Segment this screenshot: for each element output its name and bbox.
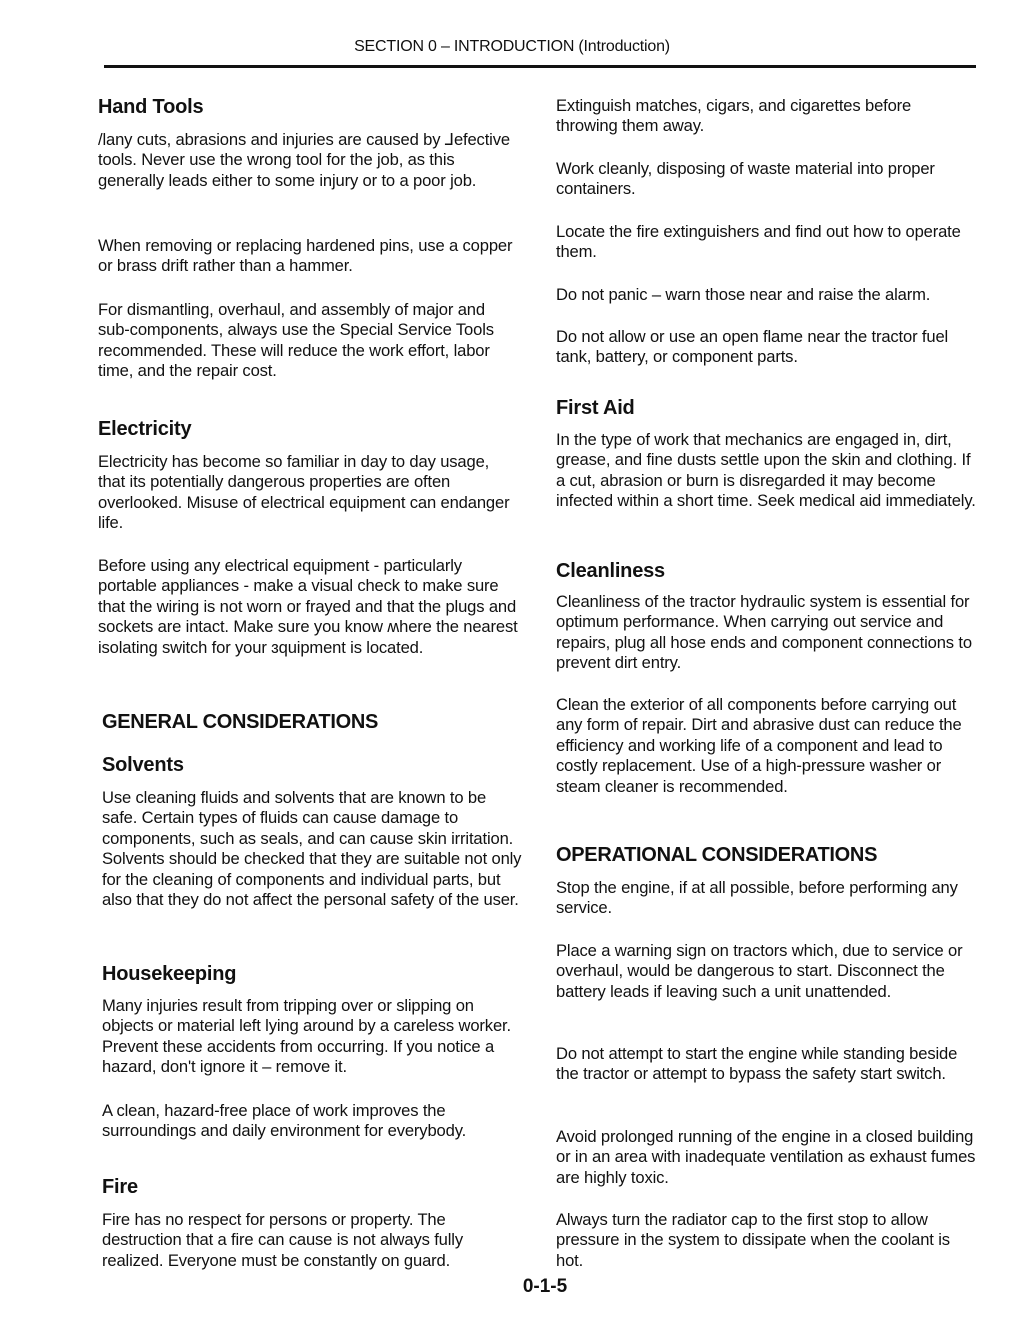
housekeeping-paragraph-1: Many injuries result from tripping over or slipping on objects or material left lying around by a careless worker. Prevent these accidents from occurring. If you notice a hazard, don't ignore it – remove it. (102, 996, 511, 1077)
housekeeping-paragraph-2: A clean, hazard-free place of work improves the surroundings and daily environment for everybody. (102, 1101, 467, 1141)
section-header: SECTION 0 – INTRODUCTION (Introduction) (354, 38, 670, 55)
first-aid-paragraph-1: In the type of work that mechanics are engaged in, dirt, grease, and fine dusts settle upon the skin and clothing. If a cut, abrasion or burn is disregarded it may become infected within a short time. Seek medical aid immediately. (556, 430, 976, 511)
operational-paragraph-4: Avoid prolonged running of the engine in a closed building or in an area with inadequate ventilation as exhaust fumes are highly toxic. (556, 1127, 976, 1187)
operational-considerations-heading: OPERATIONAL CONSIDERATIONS (556, 844, 878, 866)
cleanliness-paragraph-2: Clean the exterior of all components before carrying out any form of repair. Dirt and abrasive dust can reduce the efficiency and working life of a component and lead to costly replacement. Use of a high-pressure washer or steam cleaner is recommended. (556, 695, 962, 796)
hand-tools-paragraph-2: When removing or replacing hardened pins, use a copper or brass drift rather than a hammer. (98, 236, 513, 276)
fire-paragraph-1: Fire has no respect for persons or property. The destruction that a fire can cause is not always fully realized. Everyone must be constantly on guard. (102, 1210, 463, 1270)
hand-tools-paragraph-1: /lany cuts, abrasions and injuries are caused by ⅃efective tools. Never use the wrong tool for the job, as this generally leads either to some injury or to a poor job. (98, 130, 510, 190)
fire-paragraph-4: Locate the fire extinguishers and find out how to operate them. (556, 222, 961, 262)
cleanliness-paragraph-1: Cleanliness of the tractor hydraulic system is essential for optimum performance. When carrying out service and repairs, plug all hose ends and component connections to prevent dirt entry. (556, 592, 972, 673)
fire-paragraph-3: Work cleanly, disposing of waste material into proper containers. (556, 159, 935, 199)
first-aid-heading: First Aid (556, 397, 635, 419)
electricity-paragraph-2: Before using any electrical equipment - particularly portable appliances - make a visual check to make sure that the wiring is not worn or frayed and that the plugs and sockets are intact. Make sure you know ʍhere the nearest isolating switch for your ɜquipment is located. (98, 556, 518, 657)
fire-paragraph-5: Do not panic – warn those near and raise the alarm. (556, 285, 931, 304)
page-number: 0-1-5 (522, 1276, 568, 1297)
solvents-paragraph-1: Use cleaning fluids and solvents that are known to be safe. Certain types of fluids can cause damage to components, such as seals, and can cause skin irritation. Solvents should be checked that they are suitable not only for the cleaning of components and individual parts, but also that they do not affect the personal safety of the user. (102, 788, 522, 910)
fire-paragraph-2: Extinguish matches, cigars, and cigarettes before throwing them away. (556, 96, 912, 136)
solvents-heading: Solvents (102, 754, 184, 776)
housekeeping-heading: Housekeeping (102, 963, 237, 985)
hand-tools-heading: Hand Tools (98, 96, 204, 118)
cleanliness-heading: Cleanliness (556, 560, 665, 582)
fire-paragraph-6: Do not allow or use an open flame near the tractor fuel tank, battery, or component parts. (556, 327, 949, 367)
hand-tools-paragraph-3: For dismantling, overhaul, and assembly of major and sub-components, always use the Special Service Tools recommended. These will reduce the work effort, labor time, and the repair cost. (98, 300, 494, 381)
general-considerations-heading: GENERAL CONSIDERATIONS (102, 711, 379, 733)
electricity-paragraph-1: Electricity has become so familiar in day to day usage, that its potentially dangerous properties are often overlooked. Misuse of electrical equipment can endanger life. (98, 452, 510, 533)
operational-paragraph-5: Always turn the radiator cap to the first stop to allow pressure in the system to dissipate when the coolant is hot. (556, 1210, 950, 1270)
electricity-heading: Electricity (98, 418, 192, 440)
header-rule (104, 65, 976, 68)
operational-paragraph-3: Do not attempt to start the engine while standing beside the tractor or attempt to bypass the safety start switch. (556, 1044, 958, 1084)
operational-paragraph-2: Place a warning sign on tractors which, due to service or overhaul, would be dangerous to start. Disconnect the battery leads if leaving such a unit unattended. (556, 941, 963, 1001)
operational-paragraph-1: Stop the engine, if at all possible, before performing any service. (556, 878, 958, 918)
fire-heading: Fire (102, 1176, 138, 1198)
